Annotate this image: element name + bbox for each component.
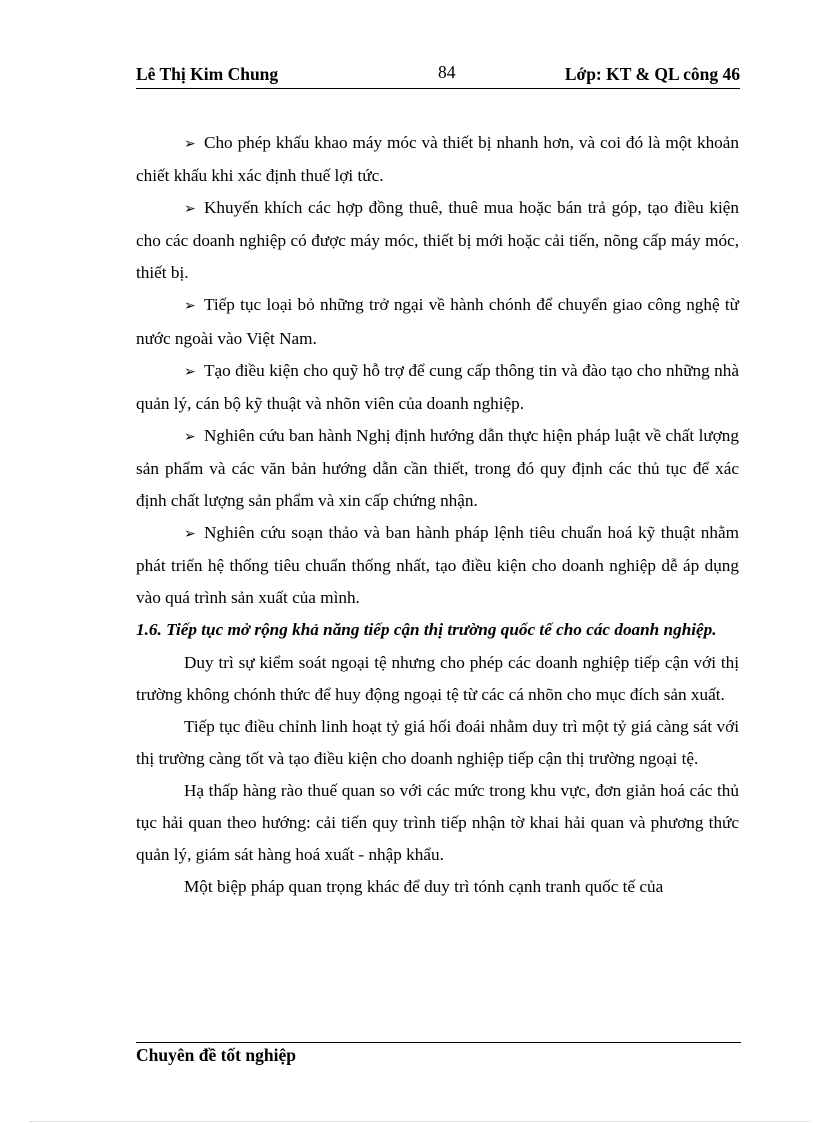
- bullet-item: [136, 420, 739, 517]
- header-page-number: 84: [438, 62, 456, 82]
- page-bottom-divider: [30, 1121, 810, 1122]
- body-paragraph: Một biệp pháp quan trọng khác để duy trì tónh cạnh tranh quốc tế của: [184, 877, 664, 897]
- bullet-item: [136, 192, 739, 289]
- arrowhead-bullet-icon: ➢: [184, 201, 196, 218]
- bullet-text: Cho phép khấu khao máy móc và thiết bị nhanh hơn, và coi đó là một khoản chiết khấu khi xác định thuế lợi tức.: [136, 133, 739, 186]
- bullet-text: Tiếp tục loại bỏ những trở ngại về hành chónh để chuyển giao công nghệ từ nước ngoài vào Việt Nam.: [136, 295, 739, 348]
- arrowhead-bullet-icon: ➢: [184, 363, 196, 380]
- page-body: [136, 127, 739, 903]
- arrowhead-bullet-icon: ➢: [184, 136, 196, 152]
- arrowhead-bullet-icon: ➢: [184, 428, 196, 445]
- footer-label: Chuyên đề tốt nghiệp: [136, 1045, 296, 1065]
- bullet-item: [136, 127, 739, 192]
- section-heading: 1.6. Tiếp tục mở rộng khả năng tiếp cận thị trường quốc tế cho các doanh nghiệp.: [136, 620, 717, 640]
- arrowhead-bullet-icon: ➢: [184, 526, 196, 543]
- header-author: Lê Thị Kim Chung: [136, 64, 279, 84]
- arrowhead-bullet-icon: ➢: [184, 298, 196, 315]
- page-footer: [136, 1042, 741, 1066]
- body-paragraph: Duy trì sự kiểm soát ngoại tệ nhưng cho phép các doanh nghiệp tiếp cận với thị trường không chónh thức để huy động ngoại tệ từ các cá nhõn cho mục đích sản xuất.: [136, 652, 739, 704]
- bullet-text: Khuyến khích các hợp đồng thuê, thuê mua hoặc bán trả góp, tạo điều kiện cho các doanh nghiệp có được máy móc, thiết bị mới hoặc cải tiến, nõng cấp máy móc, thiết bị.: [136, 198, 739, 283]
- body-paragraph: Hạ thấp hàng rào thuế quan so với các mức trong khu vực, đơn giản hoá các thủ tục hải quan theo hướng: cải tiến quy trình tiếp nhận tờ khai hải quan và phương thức quản lý, giám sát hàng hoá xuất - nhập khẩu.: [136, 780, 739, 865]
- bullet-item: [136, 289, 739, 354]
- bullet-text: Tạo điều kiện cho quỹ hỗ trợ để cung cấp thông tin và đào tạo cho những nhà quản lý, cán bộ kỹ thuật và nhõn viên của doanh nghiệp.: [136, 360, 739, 413]
- bullet-item: [136, 355, 739, 420]
- page-header: [136, 62, 740, 89]
- body-paragraph: Tiếp tục điều chỉnh linh hoạt tỷ giá hối đoái nhằm duy trì một tỷ giá càng sát với thị trường càng tốt và tạo điều kiện cho doanh nghiệp tiếp cận thị trường ngoại tệ.: [136, 716, 739, 768]
- bullet-text: Nghiên cứu ban hành Nghị định hướng dẫn thực hiện pháp luật về chất lượng sản phẩm và các văn bản hướng dẫn cần thiết, trong đó quy định các thủ tục để xác định chất lượng sản phẩm và xin cấp chứng nhận.: [136, 425, 739, 511]
- bullet-item: [136, 517, 739, 614]
- header-class-name: Lớp: KT & QL công 46: [564, 64, 740, 84]
- bullet-text: Nghiên cứu soạn thảo và ban hành pháp lệnh tiêu chuẩn hoá kỹ thuật nhằm phát triển hệ thống tiêu chuẩn thống nhất, tạo điều kiện cho doanh nghiệp dễ áp dụng vào quá trình sản xuất của mình.: [136, 523, 739, 608]
